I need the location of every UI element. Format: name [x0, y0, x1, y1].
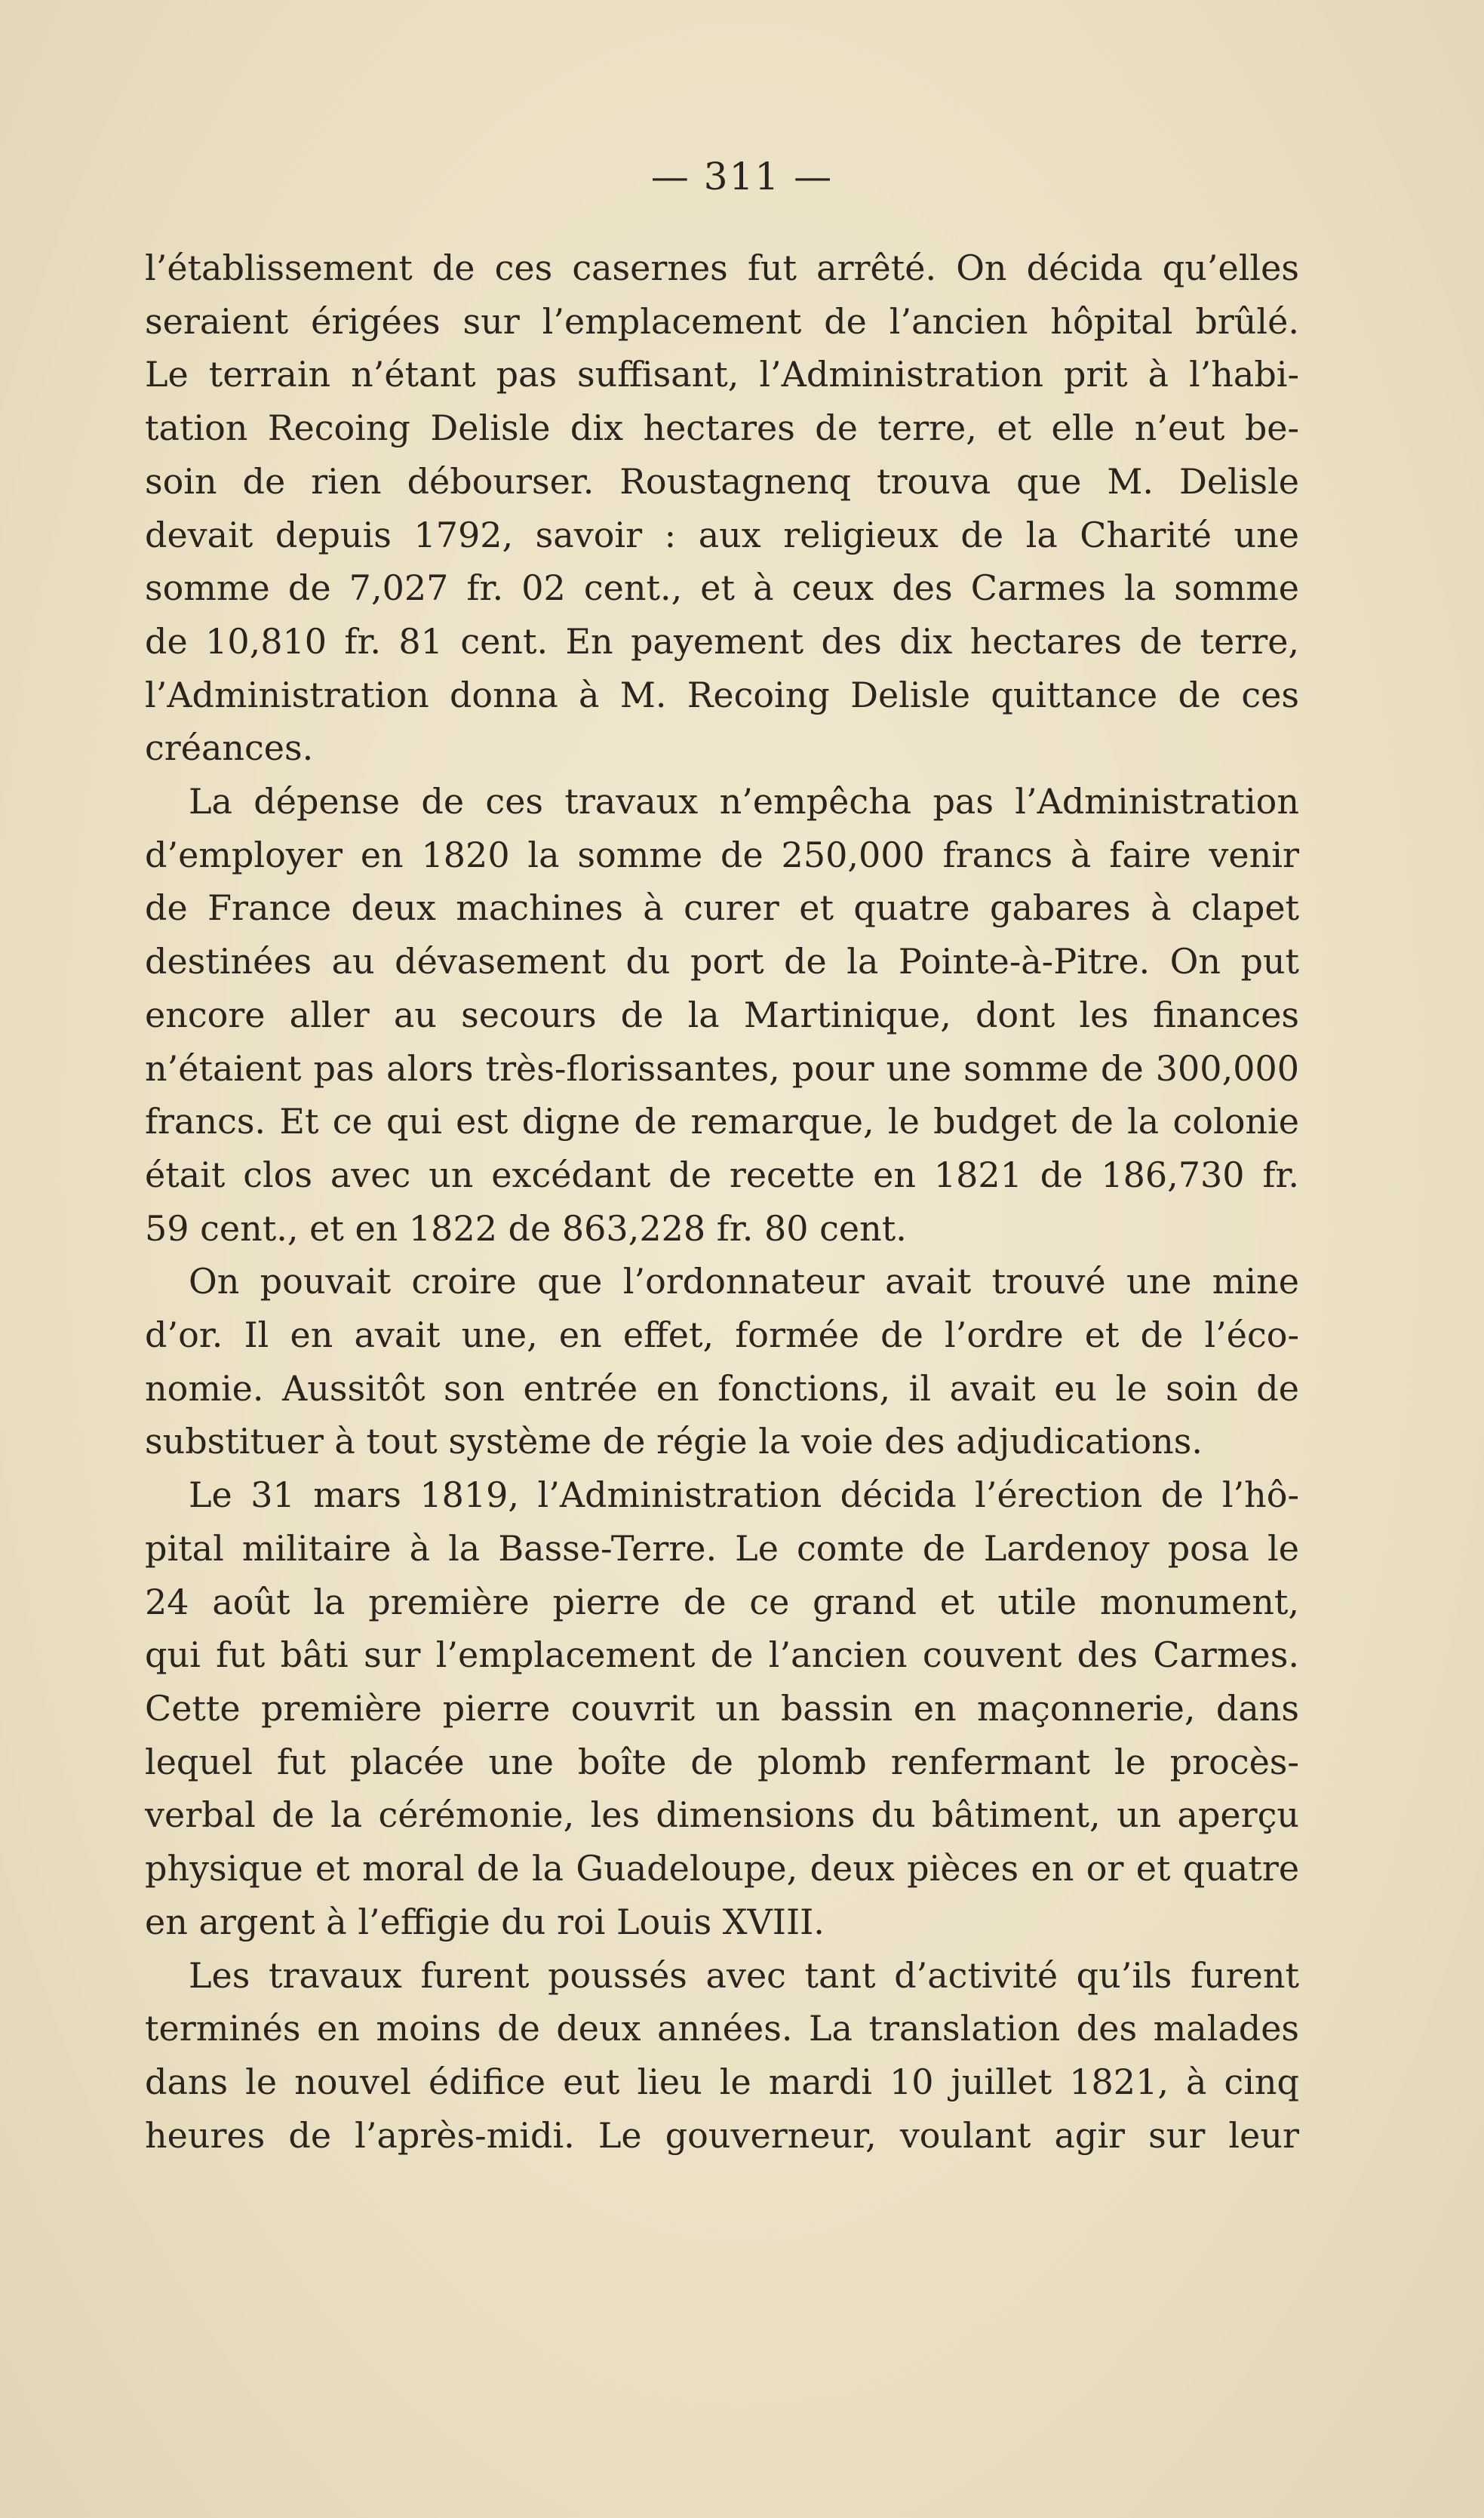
- text-line: Le 31 mars 1819, l’Administration décida l’érection de l’hô-: [189, 1474, 1300, 1516]
- text-line: devait depuis 1792, savoir : aux religieux de la Charité une: [145, 514, 1299, 555]
- text-line: seraient érigées sur l’emplacement de l’ancien hôpital brûlé.: [145, 300, 1299, 342]
- text-line: qui fut bâti sur l’emplacement de l’ancien couvent des Carmes.: [145, 1634, 1299, 1676]
- text-line: heures de l’après-midi. Le gouverneur, voulant agir sur leur: [145, 2114, 1299, 2156]
- text-line: somme de 7,027 fr. 02 cent., et à ceux des Carmes la somme: [145, 567, 1299, 609]
- text-line: Cette première pierre couvrit un bassin en maçonnerie, dans: [145, 1687, 1299, 1729]
- text-line: l’Administration donna à M. Recoing Delisle quittance de ces: [145, 674, 1299, 715]
- text-line: verbal de la cérémonie, les dimensions du bâtiment, un aperçu: [145, 1794, 1300, 1836]
- text-line: tation Recoing Delisle dix hectares de terre, et elle n’eut be-: [145, 407, 1300, 449]
- body-text: [145, 241, 1299, 2162]
- text-line: encore aller au secours de la Martinique, dont les finances: [145, 994, 1300, 1035]
- text-line: était clos avec un excédant de recette en 1821 de 186,730 fr.: [145, 1154, 1300, 1195]
- text-line: destinées au dévasement du port de la Pointe-à-Pitre. On put: [145, 941, 1300, 982]
- text-line: 59 cent., et en 1822 de 863,228 fr. 80 cent.: [145, 1207, 907, 1249]
- paragraph-1: [145, 241, 1299, 775]
- text-line: d’or. Il en avait une, en effet, formée de l’ordre et de l’éco-: [145, 1314, 1300, 1356]
- text-line: créances.: [145, 727, 314, 769]
- text-line: de France deux machines à curer et quatre gabares à clapet: [145, 887, 1300, 929]
- text-line: lequel fut placée une boîte de plomb renfermant le procès-: [145, 1741, 1299, 1782]
- paragraph-3: [145, 1255, 1299, 1468]
- text-line: pital militaire à la Basse-Terre. Le comte de Lardenoy posa le: [145, 1527, 1299, 1569]
- text-line: On pouvait croire que l’ordonnateur avait trouvé une mine: [189, 1261, 1299, 1302]
- paragraph-5: [145, 1949, 1299, 2163]
- paragraph-2: [145, 775, 1299, 1255]
- text-line: 24 août la première pierre de ce grand et utile monument,: [145, 1581, 1300, 1622]
- text-line: physique et moral de la Guadeloupe, deux pièces en or et quatre: [145, 1848, 1300, 1889]
- text-line: nomie. Aussitôt son entrée en fonctions, il avait eu le soin de: [145, 1367, 1299, 1409]
- paragraph-4: [145, 1468, 1299, 1948]
- text-line: en argent à l’effigie du roi Louis XVIII.: [145, 1901, 825, 1942]
- text-line: n’étaient pas alors très-florissantes, pour une somme de 300,000: [145, 1047, 1299, 1089]
- text-line: La dépense de ces travaux n’empêcha pas l’Administration: [189, 781, 1299, 822]
- text-line: d’employer en 1820 la somme de 250,000 francs à faire venir: [145, 834, 1299, 875]
- text-line: l’établissement de ces casernes fut arrêté. On décida qu’elles: [145, 247, 1299, 288]
- text-line: terminés en moins de deux années. La translation des malades: [145, 2008, 1300, 2049]
- text-line: de 10,810 fr. 81 cent. En payement des dix hectares de terre,: [145, 620, 1300, 662]
- text-line: Les travaux furent poussés avec tant d’activité qu’ils furent: [189, 1954, 1299, 1996]
- text-line: Le terrain n’étant pas suffisant, l’Administration prit à l’habi-: [145, 354, 1300, 395]
- page-number: — 311 —: [650, 155, 834, 198]
- text-line: dans le nouvel édifice eut lieu le mardi 10 juillet 1821, à cinq: [145, 2061, 1299, 2102]
- text-line: substituer à tout système de régie la voie des adjudications.: [145, 1421, 1203, 1462]
- text-line: soin de rien débourser. Roustagnenq trouva que M. Delisle: [145, 460, 1300, 502]
- text-line: francs. Et ce qui est digne de remarque, le budget de la colonie: [145, 1101, 1299, 1142]
